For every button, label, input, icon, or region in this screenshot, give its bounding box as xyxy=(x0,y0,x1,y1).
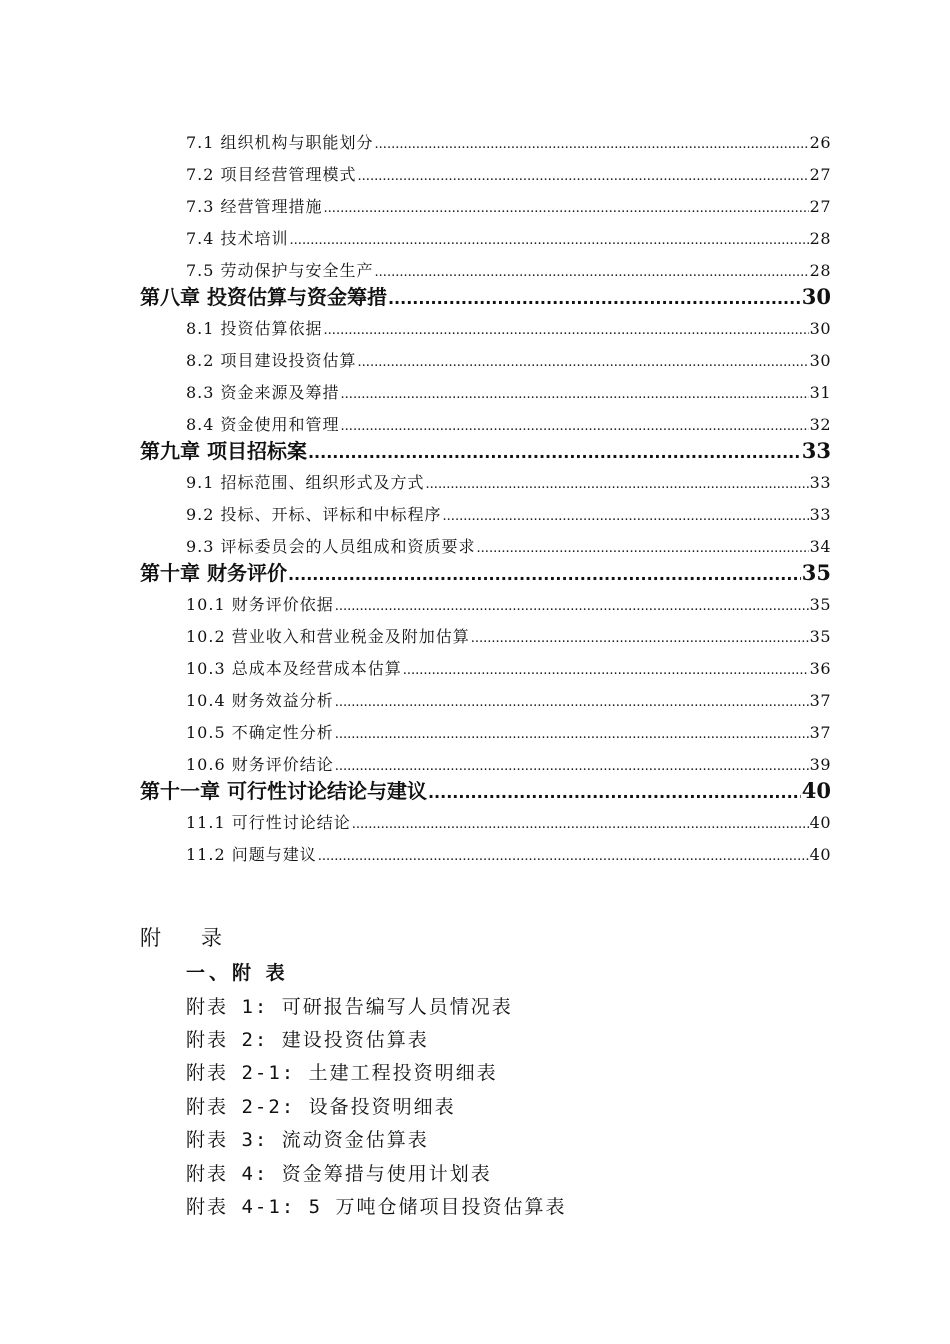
dot-leader xyxy=(335,725,809,745)
appendix-item[interactable]: 附表 2: 建设投资估算表 xyxy=(186,1029,429,1051)
appendix-item[interactable]: 附表 3: 流动资金估算表 xyxy=(186,1129,429,1151)
toc-entry-label: 8.1 投资估算依据 xyxy=(186,319,323,338)
toc-entry-label: 7.4 技术培训 xyxy=(186,229,289,248)
dot-leader xyxy=(375,135,809,155)
toc-page-number: 28 xyxy=(809,261,831,280)
toc-chapter-label: 第十章 财务评价 xyxy=(140,561,287,585)
toc-entry[interactable] xyxy=(186,843,831,867)
toc-entry-label: 9.1 招标范围、组织形式及方式 xyxy=(186,473,425,492)
toc-page-number: 30 xyxy=(809,319,831,338)
toc-entry-label: 11.1 可行性讨论结论 xyxy=(186,813,351,832)
toc-entry[interactable] xyxy=(186,163,831,187)
dot-leader xyxy=(324,199,809,219)
dot-leader xyxy=(443,507,809,527)
appendix-item[interactable]: 附表 2-1: 土建工程投资明细表 xyxy=(186,1062,498,1084)
dot-leader xyxy=(318,847,809,867)
toc-page-number: 30 xyxy=(809,351,831,370)
dot-leader xyxy=(375,263,809,283)
appendix-subtitle: 一、附 表 xyxy=(186,962,289,984)
toc-entry[interactable] xyxy=(186,657,831,681)
dot-leader xyxy=(388,287,801,311)
toc-entry[interactable] xyxy=(186,811,831,835)
dot-leader xyxy=(358,353,809,373)
toc-page-number: 36 xyxy=(809,659,831,678)
toc-chapter-label: 第八章 投资估算与资金筹措 xyxy=(140,285,387,309)
toc-page-number: 39 xyxy=(809,755,831,774)
toc-page-number: 27 xyxy=(809,165,831,184)
dot-leader xyxy=(477,539,809,559)
toc-page-number: 28 xyxy=(809,229,831,248)
toc-page-number: 40 xyxy=(809,813,831,832)
toc-entry-label: 7.3 经营管理措施 xyxy=(186,197,323,216)
toc-page-number: 37 xyxy=(809,723,831,742)
toc-page-number: 33 xyxy=(809,505,831,524)
toc-page-number: 34 xyxy=(809,537,831,556)
toc-page-number: 32 xyxy=(809,415,831,434)
toc-entry[interactable] xyxy=(186,131,831,155)
toc-entry-label: 7.5 劳动保护与安全生产 xyxy=(186,261,374,280)
appendix-item[interactable]: 附表 1: 可研报告编写人员情况表 xyxy=(186,996,513,1018)
toc-entry[interactable] xyxy=(186,689,831,713)
toc-entry[interactable] xyxy=(186,381,831,405)
toc-entry[interactable] xyxy=(186,227,831,251)
dot-leader xyxy=(403,661,809,681)
toc-page-number: 31 xyxy=(809,383,831,402)
toc-page-number: 35 xyxy=(809,595,831,614)
toc-page-number: 40 xyxy=(801,778,831,803)
toc-chapter-entry[interactable] xyxy=(140,437,831,465)
dot-leader xyxy=(290,231,809,251)
toc-page-number: 37 xyxy=(809,691,831,710)
toc-page-number: 33 xyxy=(801,438,831,463)
appendix-item[interactable]: 附表 4-1: 5 万吨仓储项目投资估算表 xyxy=(186,1196,567,1218)
toc-chapter-entry[interactable] xyxy=(140,283,831,311)
toc-entry[interactable] xyxy=(186,349,831,373)
toc-entry-label: 8.2 项目建设投资估算 xyxy=(186,351,357,370)
toc-entry[interactable] xyxy=(186,503,831,527)
dot-leader xyxy=(308,441,801,465)
toc-page-number: 35 xyxy=(809,627,831,646)
toc-page-number: 26 xyxy=(809,133,831,152)
dot-leader xyxy=(428,781,801,805)
dot-leader xyxy=(335,693,809,713)
toc-entry[interactable] xyxy=(186,259,831,283)
appendix-item[interactable]: 附表 2-2: 设备投资明细表 xyxy=(186,1096,456,1118)
dot-leader xyxy=(324,321,809,341)
toc-entry[interactable] xyxy=(186,413,831,437)
toc-entry-label: 9.2 投标、开标、评标和中标程序 xyxy=(186,505,442,524)
dot-leader xyxy=(358,167,809,187)
toc-page-number: 27 xyxy=(809,197,831,216)
toc-entry-label: 10.4 财务效益分析 xyxy=(186,691,334,710)
toc-chapter-entry[interactable] xyxy=(140,559,831,587)
dot-leader xyxy=(426,475,809,495)
toc-entry-label: 9.3 评标委员会的人员组成和资质要求 xyxy=(186,537,476,556)
dot-leader xyxy=(288,563,801,587)
toc-chapter-entry[interactable] xyxy=(140,777,831,805)
toc-entry[interactable] xyxy=(186,625,831,649)
toc-entry-label: 10.1 财务评价依据 xyxy=(186,595,334,614)
toc-entry-label: 10.6 财务评价结论 xyxy=(186,755,334,774)
dot-leader xyxy=(471,629,809,649)
toc-page-number: 30 xyxy=(801,284,831,309)
toc-page-number: 33 xyxy=(809,473,831,492)
dot-leader xyxy=(335,597,809,617)
toc-page-number: 40 xyxy=(809,845,831,864)
toc-entry-label: 11.2 问题与建议 xyxy=(186,845,317,864)
toc-page-number: 35 xyxy=(801,560,831,585)
toc-entry-label: 8.4 资金使用和管理 xyxy=(186,415,340,434)
toc-entry[interactable] xyxy=(186,195,831,219)
toc-entry[interactable] xyxy=(186,753,831,777)
toc-entry[interactable] xyxy=(186,535,831,559)
toc-entry-label: 10.5 不确定性分析 xyxy=(186,723,334,742)
toc-entry-label: 7.2 项目经营管理模式 xyxy=(186,165,357,184)
appendix-item[interactable]: 附表 4: 资金筹措与使用计划表 xyxy=(186,1163,492,1185)
toc-entry[interactable] xyxy=(186,721,831,745)
dot-leader xyxy=(341,417,809,437)
dot-leader xyxy=(352,815,809,835)
toc-entry-label: 10.3 总成本及经营成本估算 xyxy=(186,659,402,678)
toc-entry-label: 8.3 资金来源及筹措 xyxy=(186,383,340,402)
toc-entry-label: 10.2 营业收入和营业税金及附加估算 xyxy=(186,627,470,646)
toc-entry[interactable] xyxy=(186,471,831,495)
toc-chapter-label: 第十一章 可行性讨论结论与建议 xyxy=(140,779,427,803)
toc-entry[interactable] xyxy=(186,317,831,341)
dot-leader xyxy=(341,385,809,405)
dot-leader xyxy=(335,757,809,777)
appendix-title: 附录 xyxy=(140,926,262,950)
toc-entry-label: 7.1 组织机构与职能划分 xyxy=(186,133,374,152)
toc-chapter-label: 第九章 项目招标案 xyxy=(140,439,307,463)
toc-entry[interactable] xyxy=(186,593,831,617)
